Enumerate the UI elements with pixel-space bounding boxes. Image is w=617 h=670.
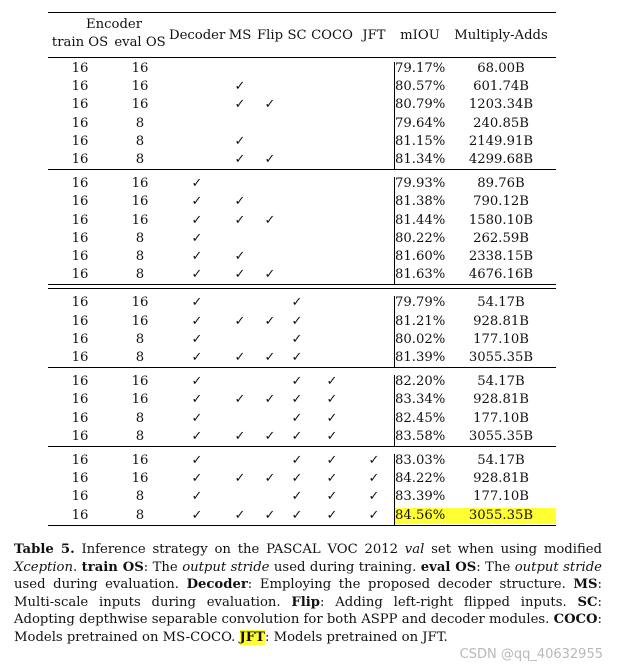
cell-train: 16 xyxy=(71,331,89,347)
cell-decoder: ✓ xyxy=(191,410,203,426)
cell-eval: 16 xyxy=(131,194,149,210)
cell-train: 16 xyxy=(71,453,89,468)
cell-madds: 4299.68B xyxy=(468,152,534,167)
cell-coco: ✓ xyxy=(326,410,338,426)
cell-miou: 83.34% xyxy=(395,392,446,408)
column-divider xyxy=(394,62,395,169)
cell-decoder: ✓ xyxy=(191,176,203,192)
cell-eval: 8 xyxy=(135,428,145,444)
caption-ms: MS xyxy=(573,577,598,593)
cell-miou: 84.22% xyxy=(395,471,446,487)
cell-eval: 8 xyxy=(135,489,145,505)
cell-madds: 4676.16B xyxy=(468,267,534,283)
cell-madds: 928.81B xyxy=(473,392,529,408)
caption-train-os: train OS xyxy=(81,559,144,575)
cell-eval: 8 xyxy=(135,410,145,426)
cell-eval: 8 xyxy=(135,331,145,347)
cell-ms: ✓ xyxy=(234,350,246,365)
cell-eval: 16 xyxy=(131,471,149,487)
cell-train: 16 xyxy=(71,428,89,444)
header-eval-os: eval OS xyxy=(114,35,166,50)
caption-flip: Flip xyxy=(291,594,320,610)
cell-train: 16 xyxy=(71,194,89,210)
cell-train: 16 xyxy=(71,392,89,408)
cell-train: 16 xyxy=(71,152,89,167)
cell-eval: 16 xyxy=(131,295,149,311)
cell-eval: 8 xyxy=(135,152,145,167)
cell-sc: ✓ xyxy=(291,374,303,390)
cell-sc: ✓ xyxy=(291,392,303,408)
cell-madds: 89.76B xyxy=(477,176,525,192)
cell-train: 16 xyxy=(71,79,89,95)
header-bottom-rule xyxy=(48,57,556,58)
caption-text: used during training. xyxy=(269,559,421,575)
cell-madds: 177.10B xyxy=(473,489,529,505)
caption-text: set when using modified xyxy=(424,542,603,557)
cell-eval: 8 xyxy=(135,267,145,283)
header-ms: MS xyxy=(228,28,252,43)
caption-label: Table 5. xyxy=(14,542,75,557)
cell-coco: ✓ xyxy=(326,453,338,468)
cell-decoder: ✓ xyxy=(191,428,203,444)
cell-miou: 80.57% xyxy=(395,79,446,95)
cell-decoder: ✓ xyxy=(191,374,203,390)
caption-text: Inference strategy on the PASCAL VOC 2012 xyxy=(74,542,405,557)
header-decoder: Decoder xyxy=(169,28,226,43)
cell-sc: ✓ xyxy=(291,410,303,426)
cell-madds: 1580.10B xyxy=(468,212,534,228)
caption-output-stride: output stride xyxy=(514,559,602,575)
cell-madds: 54.17B xyxy=(477,295,525,311)
cell-train: 16 xyxy=(71,230,89,246)
cell-madds: 928.81B xyxy=(473,313,529,329)
cell-madds: 2149.91B xyxy=(468,133,534,149)
cell-decoder: ✓ xyxy=(191,313,203,329)
cell-decoder: ✓ xyxy=(191,489,203,505)
cell-sc: ✓ xyxy=(291,331,303,347)
cell-miou: 81.15% xyxy=(395,133,446,149)
group-double-rule xyxy=(48,284,556,285)
cell-coco: ✓ xyxy=(326,489,338,505)
header-miou: mIOU xyxy=(400,28,440,43)
cell-decoder: ✓ xyxy=(191,507,203,523)
cell-jft: ✓ xyxy=(368,489,380,505)
cell-coco: ✓ xyxy=(326,374,338,390)
caption-coco: COCO xyxy=(553,612,598,628)
cell-train: 16 xyxy=(71,489,89,505)
caption-text: : Models pretrained on JFT. xyxy=(264,629,448,645)
cell-eval: 8 xyxy=(135,115,145,131)
cell-sc: ✓ xyxy=(291,295,303,311)
header-sc: SC xyxy=(287,28,307,43)
caption-text: . xyxy=(72,559,82,575)
cell-sc: ✓ xyxy=(291,313,303,329)
cell-sc: ✓ xyxy=(291,453,303,468)
column-divider xyxy=(394,177,395,284)
cell-miou: 84.56% xyxy=(395,507,446,523)
cell-train: 16 xyxy=(71,410,89,426)
column-divider xyxy=(394,454,395,525)
cell-miou: 82.45% xyxy=(395,410,446,426)
cell-sc: ✓ xyxy=(291,489,303,505)
cell-miou: 81.60% xyxy=(395,249,446,264)
caption-text: : Employing the proposed decoder structure. xyxy=(247,577,574,593)
group-rule xyxy=(48,169,556,170)
cell-decoder: ✓ xyxy=(191,249,203,264)
cell-decoder: ✓ xyxy=(191,295,203,311)
cell-flip: ✓ xyxy=(264,507,276,523)
cell-decoder: ✓ xyxy=(191,267,203,283)
caption-jft: JFT xyxy=(239,629,265,645)
cell-ms: ✓ xyxy=(234,194,246,210)
cell-train: 16 xyxy=(71,133,89,149)
caption-text: : Adopting depthwise separable convolution for both ASPP and decoder modules. xyxy=(14,594,602,628)
cell-miou: 79.93% xyxy=(395,176,446,192)
cell-miou: 81.63% xyxy=(395,267,446,283)
cell-ms: ✓ xyxy=(234,133,246,149)
cell-train: 16 xyxy=(71,350,89,365)
cell-flip: ✓ xyxy=(264,350,276,365)
cell-flip: ✓ xyxy=(264,428,276,444)
table-caption xyxy=(14,541,602,647)
cell-train: 16 xyxy=(71,374,89,390)
caption-text: : The xyxy=(476,559,515,575)
cell-miou: 81.38% xyxy=(395,194,446,210)
cell-eval: 16 xyxy=(131,97,149,113)
cell-jft: ✓ xyxy=(368,471,380,487)
cell-coco: ✓ xyxy=(326,392,338,408)
cell-madds: 3055.35B xyxy=(468,350,534,365)
cell-madds: 54.17B xyxy=(477,374,525,390)
cell-eval: 16 xyxy=(131,392,149,408)
cell-madds: 2338.15B xyxy=(468,249,534,264)
cell-miou: 79.64% xyxy=(395,115,446,131)
cell-decoder: ✓ xyxy=(191,471,203,487)
cell-miou: 81.34% xyxy=(395,152,446,167)
caption-text: used during evaluation. xyxy=(14,577,187,593)
cell-eval: 16 xyxy=(131,453,149,468)
cell-eval: 8 xyxy=(135,507,145,523)
cell-madds: 790.12B xyxy=(473,194,529,210)
cell-sc: ✓ xyxy=(291,471,303,487)
cell-coco: ✓ xyxy=(326,428,338,444)
cell-miou: 80.02% xyxy=(395,331,446,347)
cell-madds: 601.74B xyxy=(473,79,529,95)
cell-miou: 81.21% xyxy=(395,313,446,329)
table-top-rule xyxy=(48,12,556,13)
cell-eval: 8 xyxy=(135,133,145,149)
table-bottom-rule xyxy=(48,525,556,526)
cell-train: 16 xyxy=(71,507,89,523)
cell-train: 16 xyxy=(71,313,89,329)
cell-sc: ✓ xyxy=(291,507,303,523)
cell-flip: ✓ xyxy=(264,97,276,113)
header-multiply-adds: Multiply-Adds xyxy=(454,28,548,43)
cell-eval: 8 xyxy=(135,230,145,246)
cell-madds: 3055.35B xyxy=(468,428,534,444)
group-rule xyxy=(48,446,556,447)
cell-flip: ✓ xyxy=(264,267,276,283)
cell-ms: ✓ xyxy=(234,249,246,264)
cell-eval: 16 xyxy=(131,212,149,228)
cell-ms: ✓ xyxy=(234,267,246,283)
header-jft: JFT xyxy=(362,28,386,43)
header-coco: COCO xyxy=(311,28,353,43)
cell-miou: 83.58% xyxy=(395,428,446,444)
caption-text: : The xyxy=(143,559,183,575)
cell-ms: ✓ xyxy=(234,152,246,167)
caption-text: : Models pretrained on MS-COCO. xyxy=(14,612,602,645)
cell-jft: ✓ xyxy=(368,507,380,523)
cell-decoder: ✓ xyxy=(191,392,203,408)
cell-flip: ✓ xyxy=(264,313,276,329)
cell-madds: 177.10B xyxy=(473,410,529,426)
header-encoder: Encoder xyxy=(86,17,142,32)
cell-flip: ✓ xyxy=(264,212,276,228)
cell-sc: ✓ xyxy=(291,428,303,444)
cell-miou: 80.22% xyxy=(395,230,446,246)
cell-ms: ✓ xyxy=(234,471,246,487)
cell-coco: ✓ xyxy=(326,471,338,487)
column-divider xyxy=(394,296,395,367)
cell-eval: 16 xyxy=(131,374,149,390)
cell-jft: ✓ xyxy=(368,453,380,468)
watermark: CSDN @qq_40632955 xyxy=(459,647,603,662)
caption-sc: SC xyxy=(577,594,598,610)
cell-miou: 81.44% xyxy=(395,212,446,228)
cell-ms: ✓ xyxy=(234,428,246,444)
header-train-os: train OS xyxy=(51,35,109,50)
cell-train: 16 xyxy=(71,176,89,192)
cell-madds: 240.85B xyxy=(473,115,529,131)
caption-xception: Xception xyxy=(14,559,73,575)
cell-madds: 68.00B xyxy=(477,61,525,76)
cell-eval: 16 xyxy=(131,79,149,95)
cell-madds: 177.10B xyxy=(473,331,529,347)
cell-sc: ✓ xyxy=(291,350,303,365)
cell-train: 16 xyxy=(71,295,89,311)
cell-train: 16 xyxy=(71,97,89,113)
cell-madds: 262.59B xyxy=(473,230,529,246)
cell-eval: 16 xyxy=(131,313,149,329)
caption-decoder: Decoder xyxy=(186,577,248,593)
cell-miou: 82.20% xyxy=(395,374,446,390)
cell-flip: ✓ xyxy=(264,392,276,408)
cell-eval: 8 xyxy=(135,249,145,264)
cell-decoder: ✓ xyxy=(191,230,203,246)
cell-eval: 16 xyxy=(131,176,149,192)
cell-miou: 79.17% xyxy=(395,61,446,76)
group-double-rule xyxy=(48,288,556,289)
cell-decoder: ✓ xyxy=(191,350,203,365)
cell-ms: ✓ xyxy=(234,313,246,329)
caption-eval-os: eval OS xyxy=(420,559,477,575)
cell-coco: ✓ xyxy=(326,507,338,523)
group-rule xyxy=(48,367,556,368)
caption-text: : Adding left-right flipped inputs. xyxy=(320,594,578,610)
cell-flip: ✓ xyxy=(264,471,276,487)
header-flip: Flip xyxy=(256,28,284,43)
cell-miou: 83.03% xyxy=(395,453,446,468)
caption-output-stride: output stride xyxy=(182,559,270,575)
cell-decoder: ✓ xyxy=(191,453,203,468)
caption-text: : Multi-scale inputs during evaluation. xyxy=(14,577,602,610)
cell-decoder: ✓ xyxy=(191,212,203,228)
cell-flip: ✓ xyxy=(264,152,276,167)
cell-miou: 80.79% xyxy=(395,97,446,113)
cell-madds: 3055.35B xyxy=(446,508,556,524)
cell-miou: 83.39% xyxy=(395,489,446,505)
cell-eval: 16 xyxy=(131,61,149,76)
caption-val: val xyxy=(404,542,425,557)
cell-ms: ✓ xyxy=(234,392,246,408)
cell-ms: ✓ xyxy=(234,507,246,523)
cell-ms: ✓ xyxy=(234,79,246,95)
cell-train: 16 xyxy=(71,115,89,131)
cell-decoder: ✓ xyxy=(191,194,203,210)
cell-train: 16 xyxy=(71,471,89,487)
cell-miou: 79.79% xyxy=(395,295,446,311)
cell-madds: 1203.34B xyxy=(468,97,534,113)
cell-train: 16 xyxy=(71,249,89,264)
cell-ms: ✓ xyxy=(234,97,246,113)
cell-ms: ✓ xyxy=(234,212,246,228)
cell-train: 16 xyxy=(71,267,89,283)
cell-decoder: ✓ xyxy=(191,331,203,347)
cell-eval: 8 xyxy=(135,350,145,365)
cell-train: 16 xyxy=(71,212,89,228)
cell-madds: 928.81B xyxy=(473,471,529,487)
cell-train: 16 xyxy=(71,61,89,76)
cell-madds: 54.17B xyxy=(477,453,525,468)
column-divider xyxy=(394,375,395,446)
cell-miou: 81.39% xyxy=(395,350,446,365)
